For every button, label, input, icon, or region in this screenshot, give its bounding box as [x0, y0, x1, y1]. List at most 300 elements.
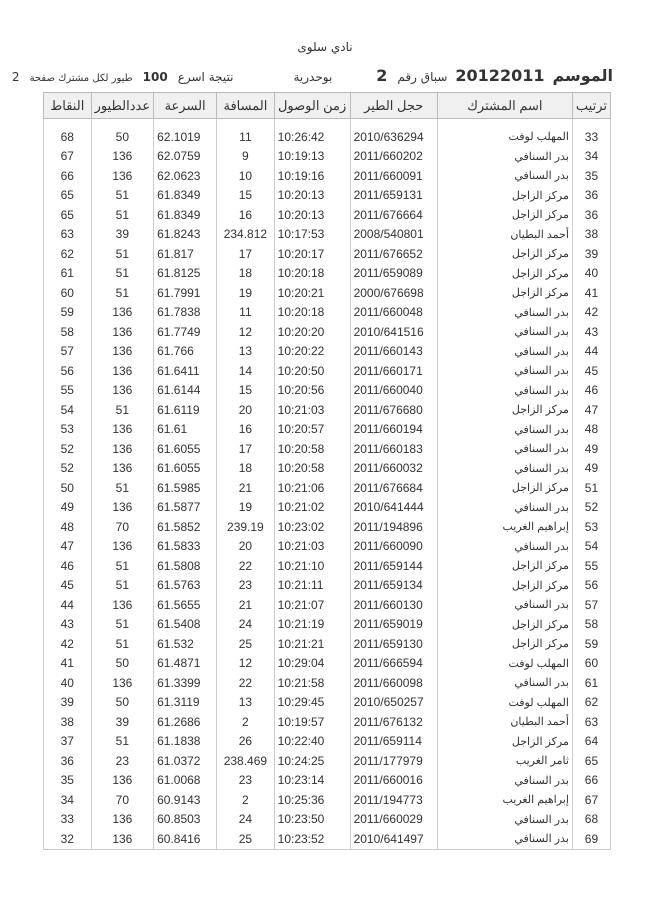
table-row	[44, 166, 611, 186]
header-row	[44, 93, 611, 119]
cell-bird-count: 136	[91, 166, 154, 186]
cell-speed: 61.6119	[154, 400, 217, 420]
cell-rank: 46	[572, 381, 610, 401]
cell-rank: 68	[572, 810, 610, 830]
cell-points: 65	[44, 205, 92, 225]
cell-speed: 61.61	[154, 420, 217, 440]
cell-points: 54	[44, 400, 92, 420]
cell-speed: 62.0623	[154, 166, 217, 186]
cell-ring-number: 2011/660032	[350, 459, 437, 479]
cell-speed: 61.5877	[154, 498, 217, 518]
cell-ring-number: 2011/660016	[350, 771, 437, 791]
cell-participant-name: المهلب لوفت	[437, 654, 572, 674]
cell-ring-number: 2011/194896	[350, 517, 437, 537]
cell-points: 40	[44, 673, 92, 693]
cell-participant-name: مركز الزاجل	[437, 556, 572, 576]
race-info	[11, 66, 613, 88]
cell-points: 55	[44, 381, 92, 401]
cell-arrival-time: 10:21:06	[274, 478, 350, 498]
cell-bird-count: 39	[91, 225, 154, 245]
cell-participant-name: مركز الزاجل	[437, 283, 572, 303]
cell-participant-name: بدر السنافي	[437, 810, 572, 830]
cell-rank: 48	[572, 420, 610, 440]
cell-distance: 17	[217, 244, 275, 264]
cell-speed: 61.5833	[154, 537, 217, 557]
cell-arrival-time: 10:20:20	[274, 322, 350, 342]
cell-participant-name: مركز الزاجل	[437, 634, 572, 654]
cell-rank: 39	[572, 244, 610, 264]
cell-arrival-time: 10:25:36	[274, 790, 350, 810]
cell-participant-name: إبراهيم الغريب	[437, 790, 572, 810]
table-row	[44, 478, 611, 498]
cell-rank: 61	[572, 673, 610, 693]
cell-bird-count: 136	[91, 420, 154, 440]
cell-speed: 61.5985	[154, 478, 217, 498]
cell-arrival-time: 10:21:11	[274, 576, 350, 596]
cell-arrival-time: 10:21:58	[274, 673, 350, 693]
cell-participant-name: مركز الزاجل	[437, 264, 572, 284]
table-row	[44, 634, 611, 654]
table-row	[44, 537, 611, 557]
page-number: 2	[11, 70, 20, 84]
cell-rank: 35	[572, 166, 610, 186]
cell-arrival-time: 10:20:18	[274, 303, 350, 323]
cell-participant-name: أحمد البطيان	[437, 712, 572, 732]
cell-rank: 43	[572, 322, 610, 342]
table-row	[44, 732, 611, 752]
cell-rank: 60	[572, 654, 610, 674]
table-row	[44, 771, 611, 791]
cell-points: 41	[44, 654, 92, 674]
cell-speed: 61.6144	[154, 381, 217, 401]
cell-speed: 61.8349	[154, 205, 217, 225]
cell-distance: 24	[217, 810, 275, 830]
cell-speed: 61.6411	[154, 361, 217, 381]
table-row	[44, 810, 611, 830]
cell-ring-number: 2010/641497	[350, 829, 437, 849]
cell-participant-name: مركز الزاجل	[437, 186, 572, 206]
table-row	[44, 439, 611, 459]
cell-arrival-time: 10:20:18	[274, 264, 350, 284]
table-row	[44, 264, 611, 284]
cell-rank: 57	[572, 595, 610, 615]
cell-distance: 17	[217, 439, 275, 459]
cell-arrival-time: 10:19:13	[274, 147, 350, 167]
cell-speed: 61.6055	[154, 439, 217, 459]
cell-speed: 61.7749	[154, 322, 217, 342]
cell-points: 53	[44, 420, 92, 440]
cell-participant-name: بدر السنافي	[437, 771, 572, 791]
location: بوحدرية	[293, 70, 333, 84]
table-row	[44, 673, 611, 693]
cell-speed: 61.3399	[154, 673, 217, 693]
cell-arrival-time: 10:20:21	[274, 283, 350, 303]
cell-rank: 40	[572, 264, 610, 284]
cell-distance: 26	[217, 732, 275, 752]
cell-distance: 2	[217, 712, 275, 732]
cell-speed: 60.8503	[154, 810, 217, 830]
table-row	[44, 576, 611, 596]
cell-rank: 65	[572, 751, 610, 771]
cell-ring-number: 2008/540801	[350, 225, 437, 245]
cell-points: 52	[44, 439, 92, 459]
cell-participant-name: بدر السنافي	[437, 166, 572, 186]
cell-distance: 16	[217, 420, 275, 440]
cell-speed: 61.3119	[154, 693, 217, 713]
cell-ring-number: 2010/641516	[350, 322, 437, 342]
cell-rank: 56	[572, 576, 610, 596]
table-row	[44, 147, 611, 167]
cell-bird-count: 51	[91, 283, 154, 303]
cell-participant-name: ثامر الغريب	[437, 751, 572, 771]
cell-arrival-time: 10:21:21	[274, 634, 350, 654]
cell-ring-number: 2011/660202	[350, 147, 437, 167]
cell-rank: 36	[572, 205, 610, 225]
cell-distance: 239.19	[217, 517, 275, 537]
cell-bird-count: 136	[91, 673, 154, 693]
cell-distance: 15	[217, 186, 275, 206]
cell-distance: 11	[217, 303, 275, 323]
cell-arrival-time: 10:20:58	[274, 459, 350, 479]
season: 20122011	[455, 66, 545, 85]
cell-ring-number: 2011/676652	[350, 244, 437, 264]
cell-participant-name: بدر السنافي	[437, 537, 572, 557]
cell-ring-number: 2011/659019	[350, 615, 437, 635]
header-arrival-time: زمن الوصول	[274, 93, 350, 119]
table-row	[44, 205, 611, 225]
cell-rank: 62	[572, 693, 610, 713]
cell-points: 66	[44, 166, 92, 186]
cell-ring-number: 2011/660090	[350, 537, 437, 557]
cell-rank: 34	[572, 147, 610, 167]
cell-arrival-time: 10:20:17	[274, 244, 350, 264]
cell-points: 57	[44, 342, 92, 362]
cell-points: 50	[44, 478, 92, 498]
table-row	[44, 751, 611, 771]
cell-rank: 69	[572, 829, 610, 849]
cell-speed: 61.1838	[154, 732, 217, 752]
cell-ring-number: 2011/660029	[350, 810, 437, 830]
cell-arrival-time: 10:20:58	[274, 439, 350, 459]
cell-bird-count: 50	[91, 119, 154, 147]
cell-distance: 16	[217, 205, 275, 225]
cell-participant-name: إبراهيم الغريب	[437, 517, 572, 537]
cell-arrival-time: 10:20:13	[274, 186, 350, 206]
cell-distance: 20	[217, 537, 275, 557]
cell-points: 67	[44, 147, 92, 167]
cell-arrival-time: 10:21:03	[274, 537, 350, 557]
cell-ring-number: 2011/659089	[350, 264, 437, 284]
fastest-count: 100	[142, 70, 168, 84]
cell-participant-name: المهلب لوفت	[437, 693, 572, 713]
cell-rank: 36	[572, 186, 610, 206]
cell-points: 63	[44, 225, 92, 245]
cell-bird-count: 136	[91, 829, 154, 849]
cell-points: 52	[44, 459, 92, 479]
season-label: الموسم	[552, 66, 613, 85]
header-participant-name: اسم المشترك	[437, 93, 572, 119]
club-title: نادي سلوى	[297, 40, 353, 54]
header-rank: ترتيب	[572, 93, 610, 119]
cell-bird-count: 136	[91, 147, 154, 167]
cell-bird-count: 136	[91, 439, 154, 459]
cell-bird-count: 51	[91, 400, 154, 420]
cell-arrival-time: 10:22:40	[274, 732, 350, 752]
cell-bird-count: 70	[91, 790, 154, 810]
cell-distance: 13	[217, 342, 275, 362]
cell-arrival-time: 10:24:25	[274, 751, 350, 771]
cell-bird-count: 136	[91, 322, 154, 342]
cell-ring-number: 2011/177979	[350, 751, 437, 771]
header-distance: المسافة	[217, 93, 275, 119]
cell-participant-name: بدر السنافي	[437, 303, 572, 323]
cell-participant-name: أحمد البطيان	[437, 225, 572, 245]
cell-points: 68	[44, 119, 92, 147]
cell-ring-number: 2011/660040	[350, 381, 437, 401]
table-row	[44, 498, 611, 518]
cell-ring-number: 2011/660143	[350, 342, 437, 362]
cell-arrival-time: 10:21:19	[274, 615, 350, 635]
cell-arrival-time: 10:20:50	[274, 361, 350, 381]
cell-rank: 47	[572, 400, 610, 420]
cell-distance: 25	[217, 829, 275, 849]
cell-ring-number: 2011/660098	[350, 673, 437, 693]
cell-ring-number: 2011/659144	[350, 556, 437, 576]
cell-points: 47	[44, 537, 92, 557]
cell-rank: 44	[572, 342, 610, 362]
cell-ring-number: 2011/194773	[350, 790, 437, 810]
cell-rank: 52	[572, 498, 610, 518]
cell-bird-count: 23	[91, 751, 154, 771]
cell-participant-name: مركز الزاجل	[437, 478, 572, 498]
cell-bird-count: 136	[91, 381, 154, 401]
header-speed: السرعة	[154, 93, 217, 119]
cell-speed: 61.5763	[154, 576, 217, 596]
cell-arrival-time: 10:29:04	[274, 654, 350, 674]
cell-points: 48	[44, 517, 92, 537]
cell-participant-name: بدر السنافي	[437, 498, 572, 518]
cell-speed: 61.8243	[154, 225, 217, 245]
cell-arrival-time: 10:20:56	[274, 381, 350, 401]
cell-participant-name: بدر السنافي	[437, 673, 572, 693]
cell-distance: 11	[217, 119, 275, 147]
cell-rank: 59	[572, 634, 610, 654]
cell-speed: 61.6055	[154, 459, 217, 479]
cell-bird-count: 136	[91, 771, 154, 791]
cell-participant-name: مركز الزاجل	[437, 400, 572, 420]
cell-rank: 64	[572, 732, 610, 752]
fastest-label: نتيجة اسرع	[177, 70, 234, 84]
cell-ring-number: 2010/650257	[350, 693, 437, 713]
cell-speed: 61.8125	[154, 264, 217, 284]
table-row	[44, 225, 611, 245]
table-row	[44, 361, 611, 381]
cell-speed: 61.2686	[154, 712, 217, 732]
cell-ring-number: 2011/660183	[350, 439, 437, 459]
cell-distance: 18	[217, 459, 275, 479]
race-number: 2	[376, 66, 388, 85]
table-row	[44, 595, 611, 615]
cell-distance: 13	[217, 693, 275, 713]
cell-rank: 49	[572, 439, 610, 459]
cell-participant-name: بدر السنافي	[437, 147, 572, 167]
table-row	[44, 517, 611, 537]
cell-bird-count: 136	[91, 342, 154, 362]
table-row	[44, 186, 611, 206]
cell-bird-count: 136	[91, 595, 154, 615]
cell-bird-count: 51	[91, 244, 154, 264]
results-table	[43, 92, 611, 850]
race-label: سباق رقم	[397, 70, 448, 84]
cell-ring-number: 2011/660171	[350, 361, 437, 381]
cell-ring-number: 2011/676132	[350, 712, 437, 732]
cell-arrival-time: 10:23:52	[274, 829, 350, 849]
cell-rank: 42	[572, 303, 610, 323]
cell-speed: 61.8349	[154, 186, 217, 206]
cell-bird-count: 51	[91, 615, 154, 635]
cell-ring-number: 2010/641444	[350, 498, 437, 518]
cell-points: 62	[44, 244, 92, 264]
cell-points: 58	[44, 322, 92, 342]
cell-bird-count: 136	[91, 498, 154, 518]
cell-ring-number: 2011/676684	[350, 478, 437, 498]
table-row	[44, 654, 611, 674]
cell-distance: 25	[217, 634, 275, 654]
table-row	[44, 322, 611, 342]
cell-distance: 238.469	[217, 751, 275, 771]
cell-speed: 61.7991	[154, 283, 217, 303]
cell-participant-name: مركز الزاجل	[437, 732, 572, 752]
cell-arrival-time: 10:21:07	[274, 595, 350, 615]
cell-distance: 23	[217, 771, 275, 791]
cell-points: 36	[44, 751, 92, 771]
cell-distance: 10	[217, 166, 275, 186]
cell-arrival-time: 10:23:14	[274, 771, 350, 791]
cell-points: 35	[44, 771, 92, 791]
cell-bird-count: 136	[91, 537, 154, 557]
cell-ring-number: 2011/660091	[350, 166, 437, 186]
header-ring-number: حجل الطير	[350, 93, 437, 119]
cell-rank: 66	[572, 771, 610, 791]
table-row	[44, 615, 611, 635]
cell-points: 34	[44, 790, 92, 810]
cell-distance: 19	[217, 498, 275, 518]
cell-distance: 23	[217, 576, 275, 596]
cell-points: 38	[44, 712, 92, 732]
cell-rank: 53	[572, 517, 610, 537]
cell-ring-number: 2011/659114	[350, 732, 437, 752]
cell-points: 43	[44, 615, 92, 635]
cell-points: 39	[44, 693, 92, 713]
cell-points: 49	[44, 498, 92, 518]
cell-speed: 60.9143	[154, 790, 217, 810]
cell-participant-name: بدر السنافي	[437, 322, 572, 342]
cell-distance: 15	[217, 381, 275, 401]
table-row	[44, 829, 611, 849]
cell-distance: 19	[217, 283, 275, 303]
cell-bird-count: 51	[91, 634, 154, 654]
cell-distance: 14	[217, 361, 275, 381]
per-label: طيور لكل مشترك صفحة	[29, 73, 133, 84]
table-row	[44, 693, 611, 713]
cell-distance: 24	[217, 615, 275, 635]
cell-ring-number: 2011/676664	[350, 205, 437, 225]
cell-points: 37	[44, 732, 92, 752]
cell-distance: 22	[217, 673, 275, 693]
cell-speed: 62.0759	[154, 147, 217, 167]
table-row	[44, 119, 611, 147]
cell-participant-name: بدر السنافي	[437, 829, 572, 849]
cell-ring-number: 2011/676680	[350, 400, 437, 420]
cell-rank: 45	[572, 361, 610, 381]
cell-distance: 20	[217, 400, 275, 420]
cell-participant-name: بدر السنافي	[437, 420, 572, 440]
cell-speed: 60.8416	[154, 829, 217, 849]
cell-participant-name: بدر السنافي	[437, 342, 572, 362]
cell-distance: 22	[217, 556, 275, 576]
cell-arrival-time: 10:17:53	[274, 225, 350, 245]
cell-participant-name: بدر السنافي	[437, 459, 572, 479]
cell-points: 44	[44, 595, 92, 615]
table-row	[44, 790, 611, 810]
cell-bird-count: 136	[91, 303, 154, 323]
cell-points: 59	[44, 303, 92, 323]
cell-rank: 54	[572, 537, 610, 557]
cell-arrival-time: 10:20:57	[274, 420, 350, 440]
cell-rank: 67	[572, 790, 610, 810]
cell-arrival-time: 10:19:57	[274, 712, 350, 732]
cell-points: 65	[44, 186, 92, 206]
table-row	[44, 283, 611, 303]
cell-bird-count: 51	[91, 576, 154, 596]
cell-ring-number: 2011/660048	[350, 303, 437, 323]
cell-ring-number: 2000/676698	[350, 283, 437, 303]
cell-rank: 41	[572, 283, 610, 303]
cell-bird-count: 70	[91, 517, 154, 537]
cell-ring-number: 2011/659131	[350, 186, 437, 206]
cell-arrival-time: 10:21:03	[274, 400, 350, 420]
cell-rank: 63	[572, 712, 610, 732]
cell-participant-name: مركز الزاجل	[437, 244, 572, 264]
cell-arrival-time: 10:23:02	[274, 517, 350, 537]
table-row	[44, 342, 611, 362]
cell-bird-count: 51	[91, 264, 154, 284]
cell-ring-number: 2011/659134	[350, 576, 437, 596]
cell-speed: 61.817	[154, 244, 217, 264]
cell-rank: 51	[572, 478, 610, 498]
cell-rank: 55	[572, 556, 610, 576]
cell-speed: 61.4871	[154, 654, 217, 674]
cell-points: 60	[44, 283, 92, 303]
cell-ring-number: 2010/636294	[350, 119, 437, 147]
cell-distance: 2	[217, 790, 275, 810]
cell-points: 56	[44, 361, 92, 381]
cell-bird-count: 50	[91, 654, 154, 674]
cell-bird-count: 51	[91, 186, 154, 206]
cell-bird-count: 136	[91, 459, 154, 479]
cell-bird-count: 39	[91, 712, 154, 732]
cell-participant-name: بدر السنافي	[437, 381, 572, 401]
cell-distance: 18	[217, 264, 275, 284]
cell-bird-count: 51	[91, 478, 154, 498]
cell-rank: 33	[572, 119, 610, 147]
cell-ring-number: 2011/666594	[350, 654, 437, 674]
cell-arrival-time: 10:20:22	[274, 342, 350, 362]
cell-bird-count: 50	[91, 693, 154, 713]
cell-speed: 61.0068	[154, 771, 217, 791]
cell-distance: 12	[217, 322, 275, 342]
cell-bird-count: 51	[91, 556, 154, 576]
